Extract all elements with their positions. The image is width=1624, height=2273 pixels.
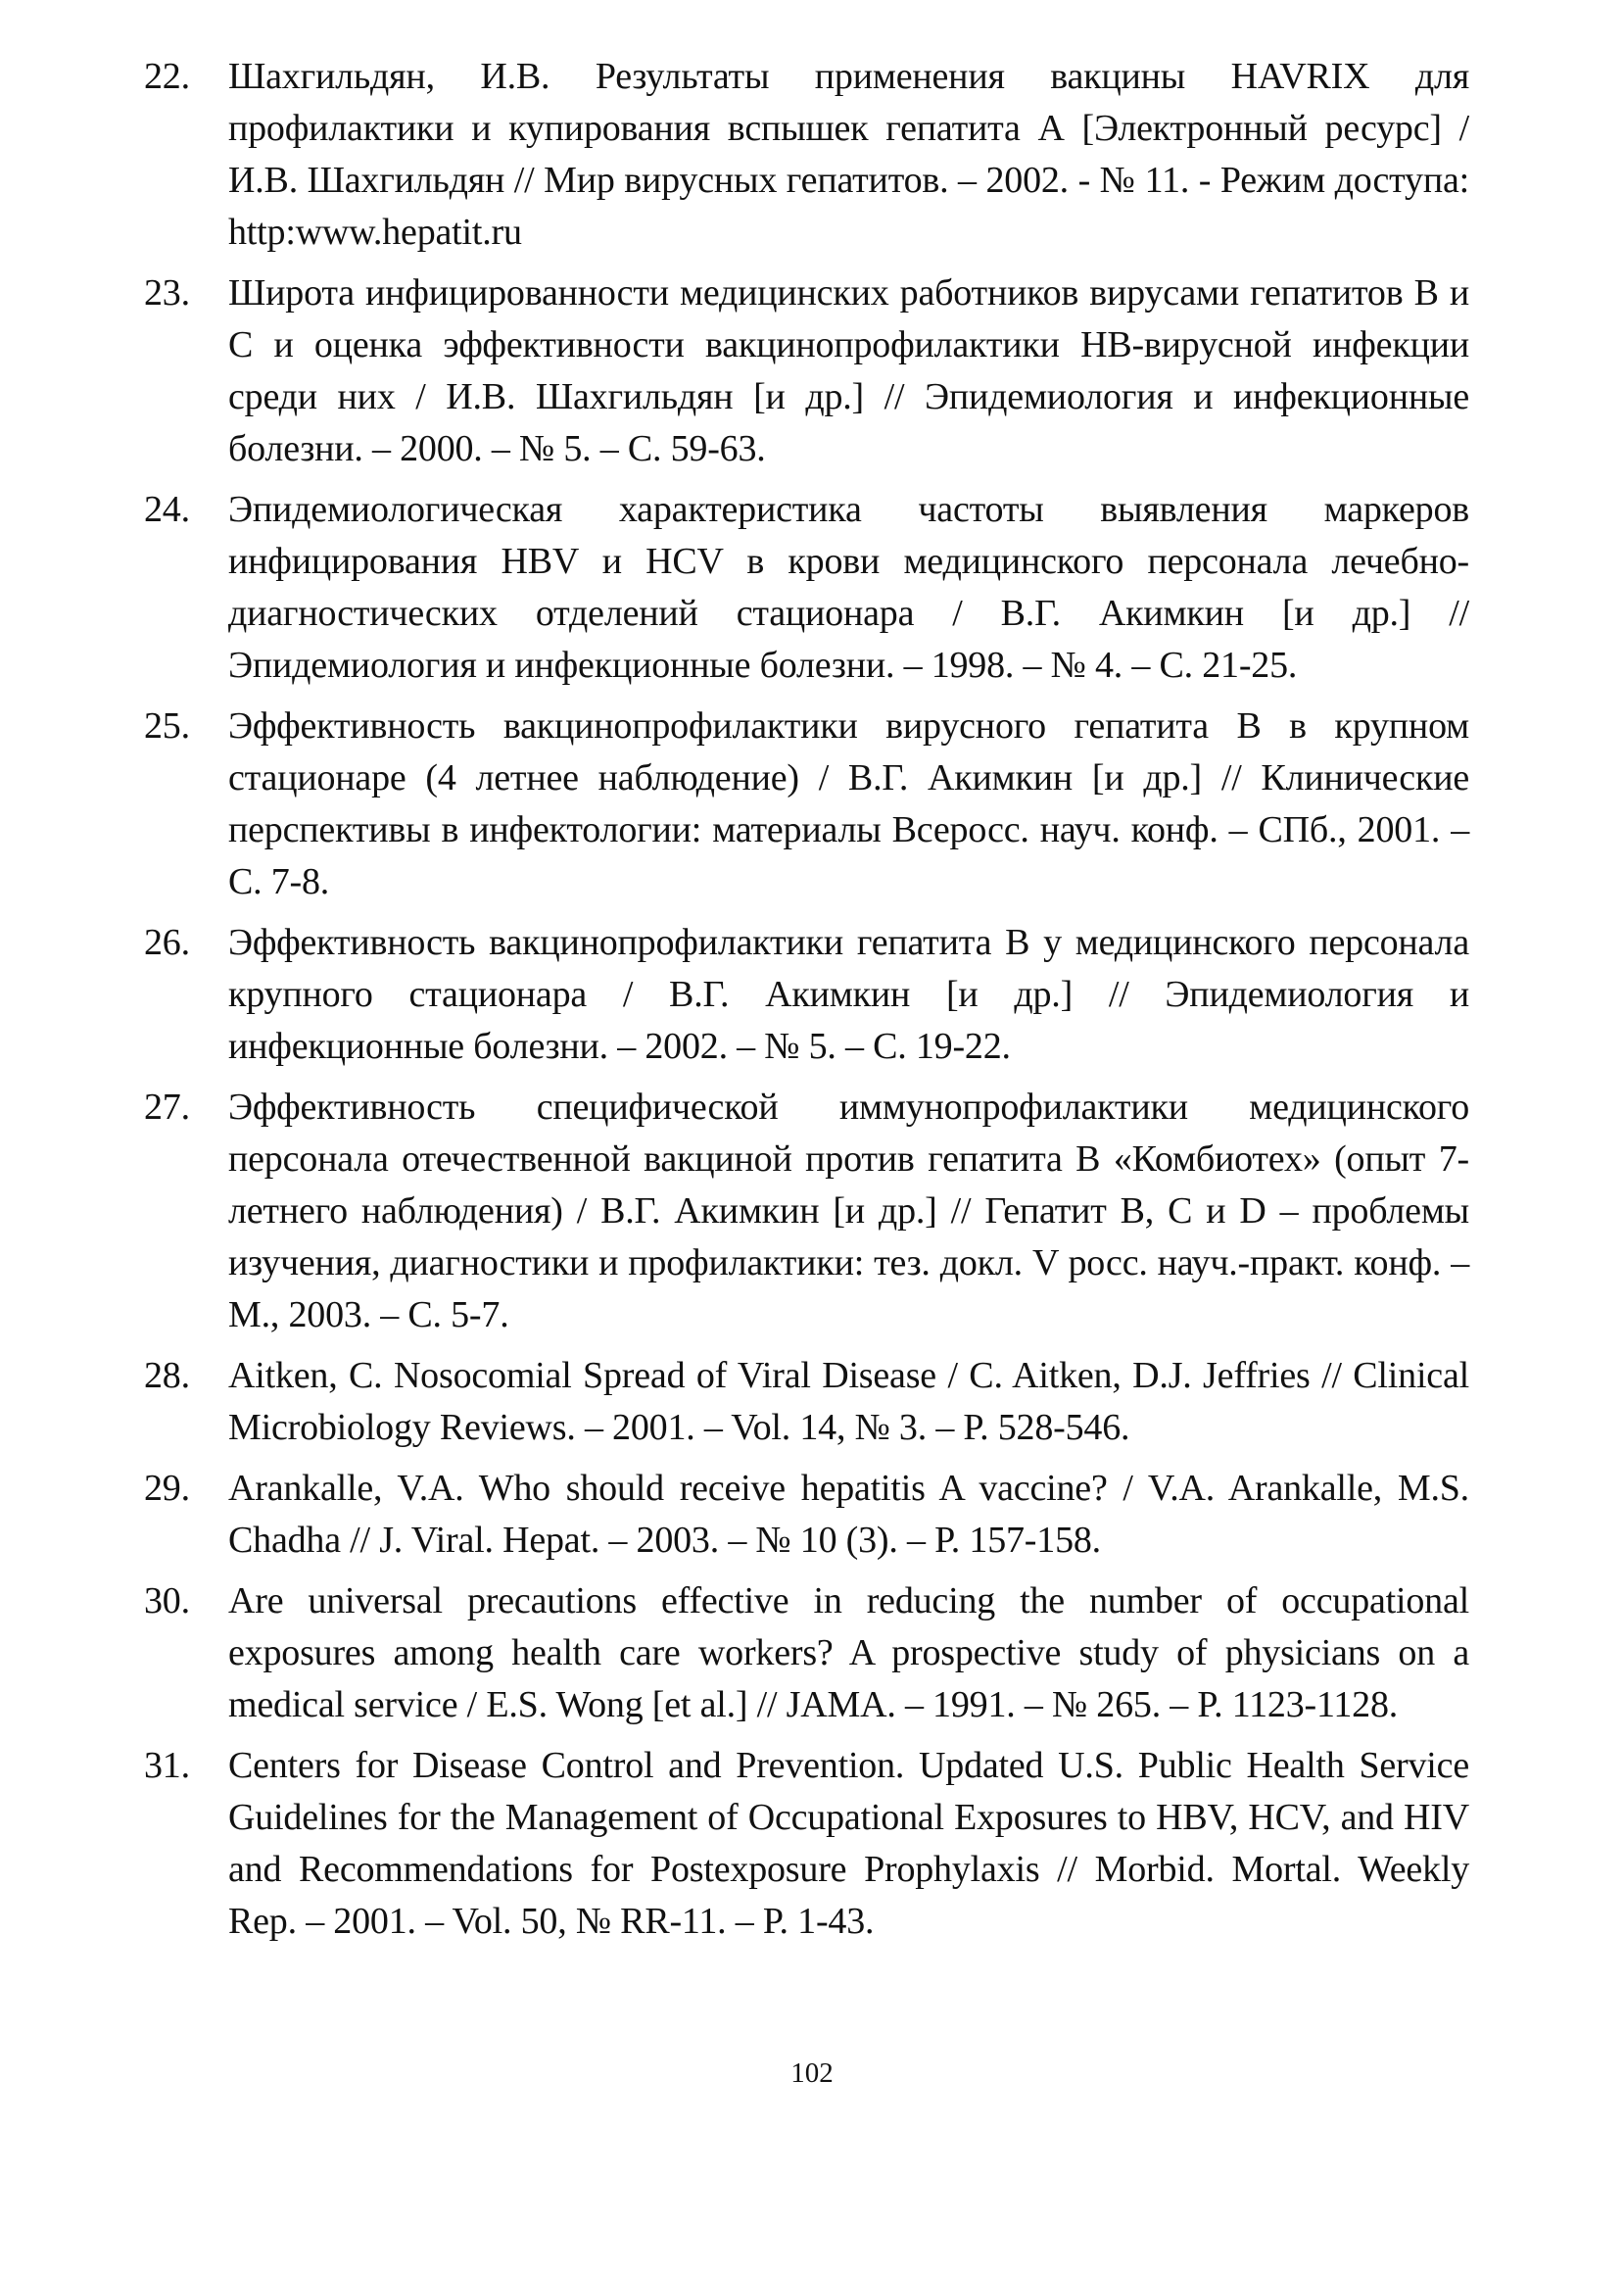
reference-text: Эффективность вакцинопрофилактики вирусного гепатита В в крупном стационаре (4 летнее наблюдение) / В.Г. Акимкин [и др.] // Клинические перспективы в инфектологии: материалы Всеросс. науч. конф. – СПб., 2001. – С. 7-8.: [228, 705, 1469, 902]
reference-item: [144, 701, 1469, 908]
reference-item: [144, 1575, 1469, 1731]
reference-text: Эффективность вакцинопрофилактики гепатита В у медицинского персонала крупного стационара / В.Г. Акимкин [и др.] // Эпидемиология и инфекционные болезни. – 2002. – № 5. – С. 19-22.: [228, 922, 1469, 1067]
page-number: 102: [790, 2057, 834, 2089]
reference-item: [144, 1350, 1469, 1454]
reference-number: 22.: [144, 56, 190, 97]
reference-number: 25.: [144, 705, 190, 747]
reference-number: 23.: [144, 272, 190, 314]
reference-text: Centers for Disease Control and Prevention. Updated U.S. Public Health Service Guidelines for the Management of Occupational Exposures to HBV, HCV, and HIV and Recommendations for Postexposure Prophylaxis // Morbid. Mortal. Weekly Rep. – 2001. – Vol. 50, № RR-11. – P. 1-43.: [228, 1745, 1469, 1942]
reference-text: Эпидемиологическая характеристика частоты выявления маркеров инфицирования HBV и HCV в крови медицинского персонала лечебно-диагностических отделений стационара / В.Г. Акимкин [и др.] // Эпидемиология и инфекционные болезни. – 1998. – № 4. – С. 21-25.: [228, 489, 1469, 686]
reference-number: 28.: [144, 1355, 190, 1396]
reference-number: 27.: [144, 1087, 190, 1128]
reference-text: Are universal precautions effective in reducing the number of occupational exposures among health care workers? A prospective study of physicians on a medical service / E.S. Wong [et al.] // JAMA. – 1991. – № 265. – P. 1123-1128.: [228, 1580, 1469, 1725]
reference-item: [144, 51, 1469, 259]
reference-list: [144, 51, 1469, 1957]
reference-item: [144, 267, 1469, 475]
reference-text: Arankalle, V.A. Who should receive hepatitis A vaccine? / V.A. Arankalle, M.S. Chadha // J. Viral. Hepat. – 2003. – № 10 (3). – P. 157-158.: [228, 1468, 1469, 1561]
reference-item: [144, 1740, 1469, 1948]
reference-text: Шахгильдян, И.В. Результаты применения вакцины HAVRIX для профилактики и купирования вспышек гепатита А [Электронный ресурс] / И.В. Шахгильдян // Мир вирусных гепатитов. – 2002. - № 11. - Режим доступа: http:www.hepatit.ru: [228, 56, 1469, 253]
reference-number: 29.: [144, 1468, 190, 1509]
reference-item: [144, 1082, 1469, 1341]
reference-text: Aitken, C. Nosocomial Spread of Viral Disease / C. Aitken, D.J. Jeffries // Clinical Microbiology Reviews. – 2001. – Vol. 14, № 3. – P. 528-546.: [228, 1355, 1469, 1448]
reference-item: [144, 1463, 1469, 1567]
reference-text: Широта инфицированности медицинских работников вирусами гепатитов В и С и оценка эффективности вакцинопрофилактики НВ-вирусной инфекции среди них / И.В. Шахгильдян [и др.] // Эпидемиология и инфекционные болезни. – 2000. – № 5. – С. 59-63.: [228, 272, 1469, 469]
reference-item: [144, 917, 1469, 1073]
reference-item: [144, 484, 1469, 692]
reference-number: 30.: [144, 1580, 190, 1621]
reference-number: 26.: [144, 922, 190, 963]
reference-number: 24.: [144, 489, 190, 530]
reference-number: 31.: [144, 1745, 190, 1786]
reference-text: Эффективность специфической иммунопрофилактики медицинского персонала отечественной вакциной против гепатита В «Комбиотех» (опыт 7-летнего наблюдения) / В.Г. Акимкин [и др.] // Гепатит В, С и D – проблемы изучения, диагностики и профилактики: тез. докл. V росс. науч.-практ. конф. – М., 2003. – С. 5-7.: [228, 1087, 1469, 1335]
